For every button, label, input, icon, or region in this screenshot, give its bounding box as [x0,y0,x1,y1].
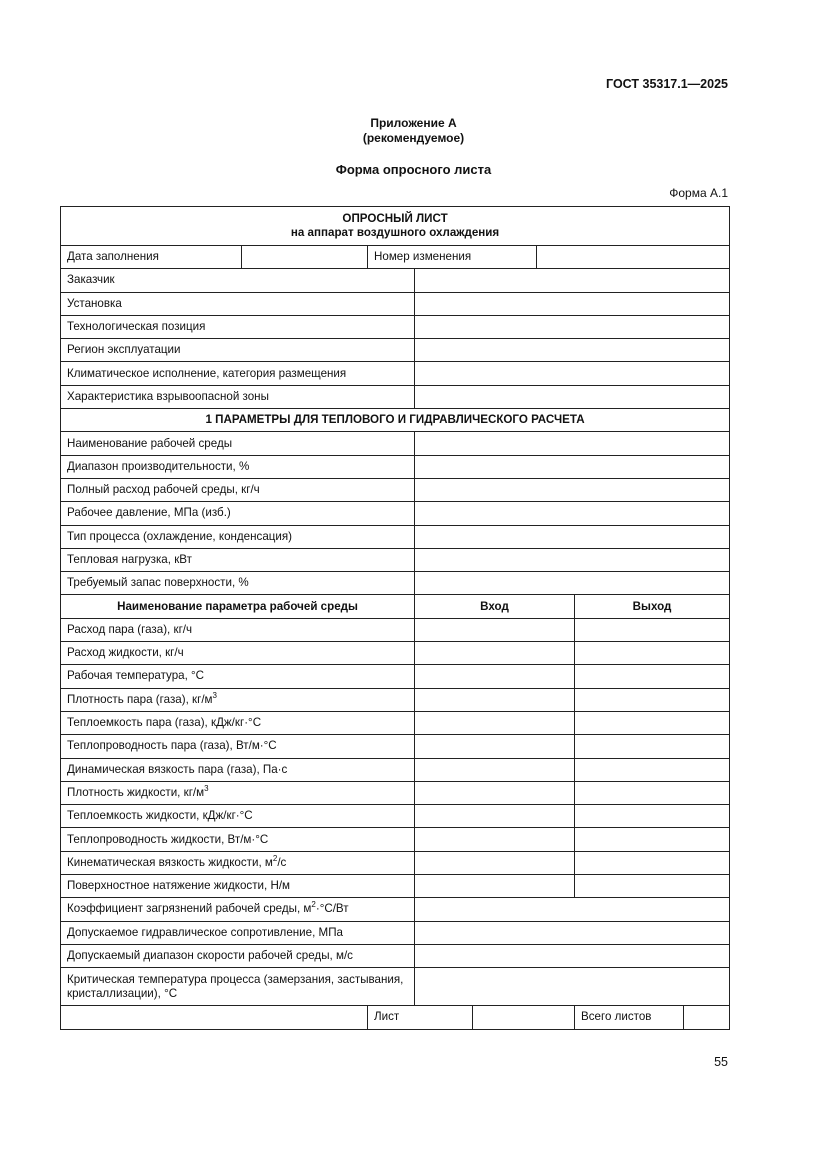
row-value[interactable] [415,362,730,385]
inlet-value[interactable] [415,618,575,641]
inlet-value[interactable] [415,642,575,665]
inlet-value[interactable] [415,851,575,874]
param-label: Плотность пара (газа), кг/м [67,692,213,706]
fill-date-label: Дата заполнения [61,246,242,269]
row-label: Технологическая позиция [61,315,415,338]
outlet-value[interactable] [575,781,730,804]
param-label: Теплопроводность пара (газа), Вт/м·°С [61,735,415,758]
col-outlet-header: Выход [575,595,730,618]
row-value[interactable] [415,478,730,501]
row-label: Характеристика взрывоопасной зоны [61,385,415,408]
table-row [61,502,730,525]
table-row [61,735,730,758]
col-param-name-header: Наименование параметра рабочей среды [61,595,415,618]
param-label: Теплопроводность жидкости, Вт/м·°С [61,828,415,851]
row-value[interactable] [415,921,730,944]
sheet-title-cell [61,207,730,246]
row-label: Коэффициент загрязнений рабочей среды, м [67,902,312,916]
sheet-title: ОПРОСНЫЙ ЛИСТ [342,212,448,225]
sheet-subtitle: на аппарат воздушного охлаждения [290,226,500,239]
form-title: Форма опросного листа [335,162,492,177]
row-label: Заказчик [61,269,415,292]
param-label: Расход жидкости, кг/ч [61,642,415,665]
outlet-value[interactable] [575,828,730,851]
table-row [61,315,730,338]
row-value[interactable] [415,455,730,478]
change-number-value[interactable] [537,246,730,269]
superscript: 2 [311,900,316,910]
fill-date-row [61,246,730,269]
table-row [61,688,730,711]
questionnaire-table [60,206,730,1030]
params-header-row [61,595,730,618]
footer-blank [61,1006,368,1029]
outlet-value[interactable] [575,735,730,758]
row-value[interactable] [415,548,730,571]
row-value[interactable] [415,572,730,595]
inlet-value[interactable] [415,665,575,688]
param-label: Поверхностное натяжение жидкости, Н/м [61,875,415,898]
table-row [61,455,730,478]
appendix-title: Приложение А [370,116,457,130]
param-label: Плотность жидкости, кг/м [67,785,205,799]
section-1-heading-row [61,409,730,432]
table-row [61,478,730,501]
row-value[interactable] [415,968,730,1006]
param-label: Теплоемкость жидкости, кДж/кг·°С [61,805,415,828]
table-row [61,944,730,967]
table-row [61,921,730,944]
superscript: 2 [272,854,278,863]
param-label-cell [61,781,415,804]
sheet-value[interactable] [473,1006,575,1029]
row-label: Тепловая нагрузка, кВт [61,548,415,571]
row-label: Диапазон производительности, % [61,455,415,478]
table-row [61,665,730,688]
inlet-value[interactable] [415,875,575,898]
row-label: Требуемый запас поверхности, % [61,572,415,595]
inlet-value[interactable] [415,735,575,758]
table-row [61,758,730,781]
param-label: Кинематическая вязкость жидкости, м [67,855,273,869]
table-row [61,805,730,828]
superscript: 3 [212,690,217,700]
table-row [61,711,730,734]
inlet-value[interactable] [415,781,575,804]
inlet-value[interactable] [415,711,575,734]
table-row [61,385,730,408]
row-value[interactable] [415,385,730,408]
table-row [61,432,730,455]
total-sheets-label: Всего листов [575,1006,684,1029]
total-sheets-value[interactable] [684,1006,730,1029]
table-row [61,618,730,641]
row-label: Установка [61,292,415,315]
inlet-value[interactable] [415,758,575,781]
outlet-value[interactable] [575,805,730,828]
row-value[interactable] [415,292,730,315]
appendix-subtitle: (рекомендуемое) [362,131,465,145]
row-value[interactable] [415,525,730,548]
footer-row [61,1006,730,1029]
row-label: Регион эксплуатации [61,339,415,362]
row-label-cell [61,898,415,921]
row-value[interactable] [415,502,730,525]
table-row [61,875,730,898]
row-label: Климатическое исполнение, категория размещения [61,362,415,385]
table-row [61,362,730,385]
table-row [61,525,730,548]
outlet-value[interactable] [575,618,730,641]
standard-number: ГОСТ 35317.1—2025 [606,77,728,91]
row-label: Полный расход рабочей среды, кг/ч [61,478,415,501]
outlet-value[interactable] [575,642,730,665]
table-row [61,292,730,315]
param-label: Динамическая вязкость пара (газа), Па·с [61,758,415,781]
table-row [61,898,730,921]
table-row [61,828,730,851]
row-label: Тип процесса (охлаждение, конденсация) [61,525,415,548]
row-value[interactable] [415,898,730,921]
row-label-unit: ·°С/Вт [315,902,349,916]
sheet-label: Лист [368,1006,473,1029]
outlet-value[interactable] [575,758,730,781]
inlet-value[interactable] [415,688,575,711]
row-value[interactable] [415,944,730,967]
param-label: Теплоемкость пара (газа), кДж/кг·°С [61,711,415,734]
row-label: Допускаемый диапазон скорости рабочей среды, м/с [61,944,415,967]
form-code: Форма А.1 [669,186,728,200]
param-label-cell [61,688,415,711]
param-label-cell [61,851,415,874]
outlet-value[interactable] [575,711,730,734]
table-row [61,269,730,292]
row-label: Наименование рабочей среды [61,432,415,455]
superscript: 3 [204,784,209,794]
table-row [61,781,730,804]
inlet-value[interactable] [415,828,575,851]
table-row [61,968,730,1006]
outlet-value[interactable] [575,875,730,898]
row-label: Рабочее давление, МПа (изб.) [61,502,415,525]
param-label: Расход пара (газа), кг/ч [61,618,415,641]
row-value[interactable] [415,339,730,362]
param-label-unit: /с [277,855,287,869]
section-1-heading: 1 ПАРАМЕТРЫ ДЛЯ ТЕПЛОВОГО И ГИДРАВЛИЧЕСКОГО РАСЧЕТА [61,409,730,432]
page-number: 55 [714,1055,728,1069]
row-value[interactable] [415,269,730,292]
sheet-title-row [61,207,730,246]
row-label: Критическая температура процесса (замерзания, застывания, кристаллизации), °С [61,968,415,1006]
outlet-value[interactable] [575,665,730,688]
table-row [61,548,730,571]
row-value[interactable] [415,315,730,338]
row-label: Допускаемое гидравлическое сопротивление, МПа [61,921,415,944]
table-row [61,572,730,595]
col-inlet-header: Вход [415,595,575,618]
row-value[interactable] [415,432,730,455]
table-row [61,339,730,362]
outlet-value[interactable] [575,688,730,711]
change-number-label: Номер изменения [368,246,537,269]
outlet-value[interactable] [575,851,730,874]
table-row [61,642,730,665]
fill-date-value[interactable] [242,246,368,269]
param-label: Рабочая температура, °С [61,665,415,688]
inlet-value[interactable] [415,805,575,828]
table-row [61,851,730,874]
